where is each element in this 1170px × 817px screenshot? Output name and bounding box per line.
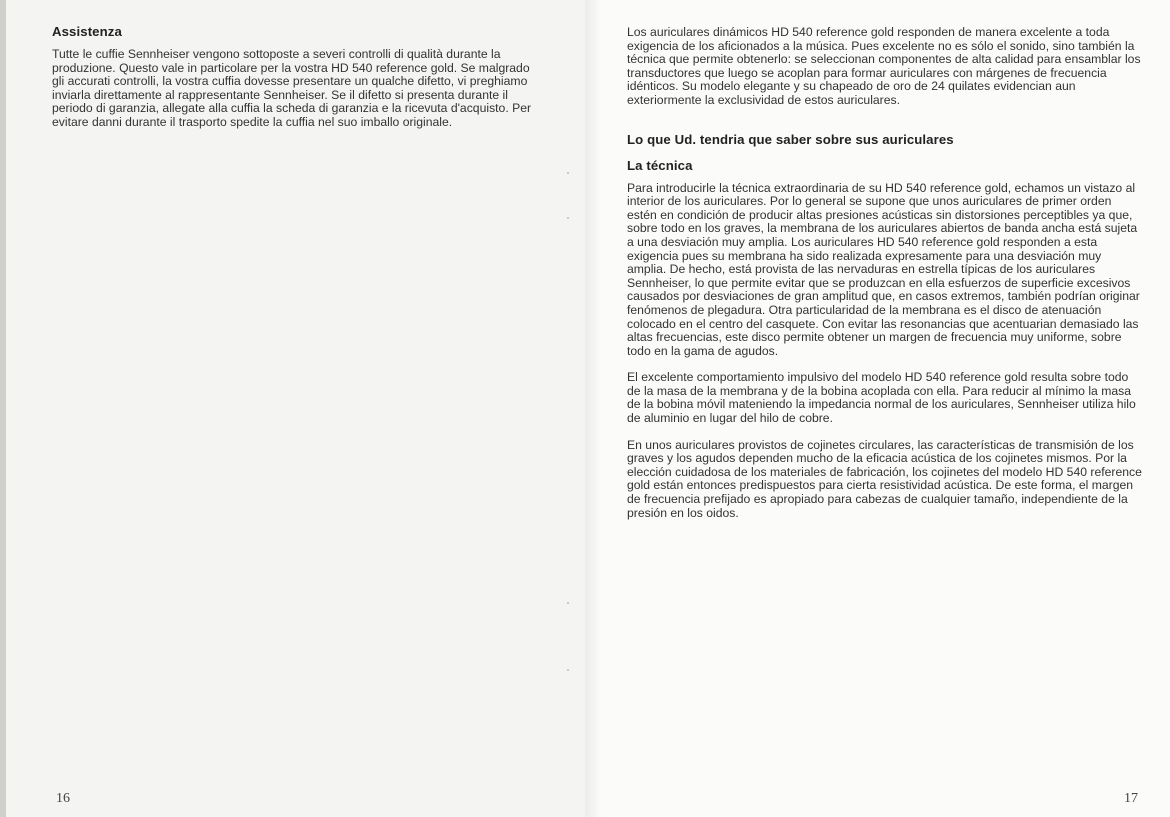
margin-mark xyxy=(567,172,569,174)
tecnica-paragraph-3: En unos auriculares provistos de cojinetes circulares, las características de transmisión de los graves y los agudos dependen mucho de la eficacia acústica de los cojinetes mismos. Por la elección cuidadosa de los materiales de fabricación, los cojinetes del modelo HD 540 reference gold están entonces predispuestos para cierta resistividad acústica. De este forma, el margen de frecuencia prefijado es apropiado para cabezas de cualquier tamaño, independiente de la presión en los oidos. xyxy=(627,437,1142,520)
tecnica-paragraph-2: El excelente comportamiento impulsivo del modelo HD 540 reference gold resulta sobre todo de la masa de la membrana y de la bobina acoplada con ella. Para reducir al mínimo la masa de la bobina móvil mateniendo la impedancia normal de los auriculares, Sennheiser utiliza hilo de aluminio en lugar del hilo de cobre. xyxy=(627,370,1136,426)
page-gutter xyxy=(585,0,601,817)
subheading-tecnica: La técnica xyxy=(627,157,693,173)
section-heading-assistenza: Assistenza xyxy=(52,24,122,39)
right-page xyxy=(585,0,1170,817)
page-number-right: 17 xyxy=(1124,791,1138,806)
assistenza-paragraph: Tutte le cuffie Sennheiser vengono sottoposte a severi controlli di qualità durante la produzione. Questo vale in particolare per la vostra HD 540 reference gold. Se malgrado gli accurati controlli, la vostra cuffia dovesse presentare un qualche difetto, vi preghiamo inviarla direttamente al rappresentante Sennheiser. Se il difetto si presenta durante il periodo di garanzia, allegate alla cuffia la scheda di garanzia e la ricevuta d'acquisto. Per evitare danni durante il trasporto spedite la cuffia nel suo imballo originale. xyxy=(52,47,532,129)
margin-mark xyxy=(567,217,569,219)
page-number-left: 16 xyxy=(56,791,70,806)
tecnica-paragraph-1: Para introducirle la técnica extraordinaria de su HD 540 reference gold, echamos un vistazo al interior de los auriculares. Por lo general se supone que unos auriculares de primer orden estén en condición de producir altas presiones acústicas sin distorsiones perceptibles ya que, sobre todo en los graves, la membrana de los auriculares abiertos de banda ancha está sujeta a una desviación muy amplia. Los auriculares HD 540 reference gold responden a esta exigencia pues su membrana ha sido realizada expresamente para una desviación muy amplia. De hecho, está provista de las nervaduras en estrella típicas de los auriculares Sennheiser, lo que permite evitar que se produzcan en ella esfuerzos de superficie excesivos causados por desviaciones de gran amplitud que, en casos extremos, también podrían originar fenómenos de plegadura. Otra particularidad de la membrana es el disco de atenuación colocado en el centro del casquete. Con evitar las resonancias que acentuarian demasiado las altas frecuencias, este disco permite obtener un margen de frecuencia muy uniforme, sobre todo en la gama de agudos. xyxy=(627,180,1140,358)
section-heading-auriculares: Lo que Ud. tendria que saber sobre sus auriculares xyxy=(627,131,954,147)
intro-paragraph: Los auriculares dinámicos HD 540 reference gold responden de manera excelente a toda exigencia de los aficionados a la música. Pues excelente no es sólo el sonido, sino también la técnica que permite obtenerlo: se seleccionan componentes de alta calidad para ensamblar los transductores que luego se acoplan para formar auriculares con márgenes de frecuencia idénticos. Su modelo elegante y su chapeado de oro de 24 quilates evidencian aun exteriormente la exclusividad de estos auriculares. xyxy=(627,25,1141,107)
margin-mark xyxy=(567,602,569,604)
margin-mark xyxy=(567,669,569,671)
